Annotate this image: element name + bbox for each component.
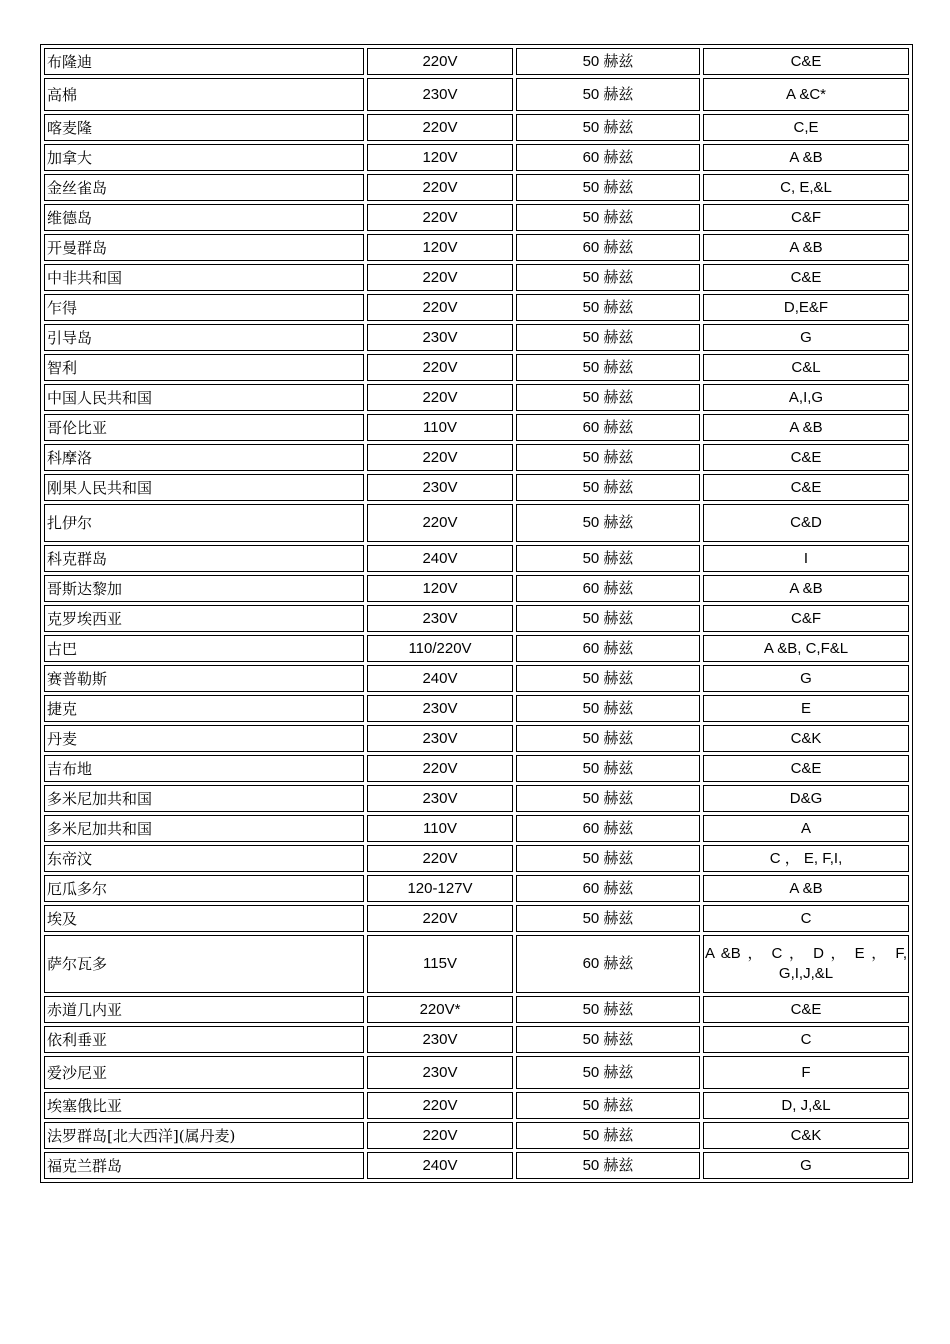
voltage-cell: 220V — [367, 114, 513, 141]
frequency-cell: 50 赫兹 — [516, 294, 700, 321]
plug-type-cell: A &C* — [703, 78, 909, 111]
country-cell: 加拿大 — [44, 144, 364, 171]
country-cell: 刚果人民共和国 — [44, 474, 364, 501]
frequency-cell: 50 赫兹 — [516, 78, 700, 111]
plug-type-cell: F — [703, 1056, 909, 1089]
plug-type-cell: C&E — [703, 474, 909, 501]
plug-type-cell: G — [703, 665, 909, 692]
country-cell: 金丝雀岛 — [44, 174, 364, 201]
frequency-cell: 50 赫兹 — [516, 845, 700, 872]
table-row — [44, 324, 909, 351]
country-cell: 哥斯达黎加 — [44, 575, 364, 602]
table-row — [44, 996, 909, 1023]
frequency-cell: 50 赫兹 — [516, 1026, 700, 1053]
plug-type-cell: C&F — [703, 605, 909, 632]
plug-type-cell: D,E&F — [703, 294, 909, 321]
country-cell: 中非共和国 — [44, 264, 364, 291]
voltage-cell: 230V — [367, 78, 513, 111]
table-row — [44, 755, 909, 782]
country-cell: 爱沙尼亚 — [44, 1056, 364, 1089]
voltage-cell: 220V — [367, 504, 513, 542]
table-row — [44, 815, 909, 842]
country-cell: 维德岛 — [44, 204, 364, 231]
voltage-cell: 220V — [367, 204, 513, 231]
voltage-cell: 120V — [367, 575, 513, 602]
table-row — [44, 785, 909, 812]
plug-type-cell: C ， E, F,I, — [703, 845, 909, 872]
plug-type-cell: A &B, C,F&L — [703, 635, 909, 662]
table-row — [44, 635, 909, 662]
frequency-cell: 50 赫兹 — [516, 48, 700, 75]
plug-type-cell: D, J,&L — [703, 1092, 909, 1119]
table-row — [44, 48, 909, 75]
country-cell: 引导岛 — [44, 324, 364, 351]
voltage-cell: 120V — [367, 144, 513, 171]
table-row — [44, 474, 909, 501]
plug-type-cell: I — [703, 545, 909, 572]
country-cell: 厄瓜多尔 — [44, 875, 364, 902]
country-cell: 依利垂亚 — [44, 1026, 364, 1053]
plug-type-cell: C&E — [703, 48, 909, 75]
voltage-cell: 110/220V — [367, 635, 513, 662]
table-row — [44, 114, 909, 141]
country-cell: 赤道几内亚 — [44, 996, 364, 1023]
voltage-cell: 220V* — [367, 996, 513, 1023]
voltage-cell: 220V — [367, 354, 513, 381]
table-row — [44, 575, 909, 602]
voltage-cell: 220V — [367, 384, 513, 411]
frequency-cell: 50 赫兹 — [516, 444, 700, 471]
table-row — [44, 905, 909, 932]
voltage-cell: 230V — [367, 725, 513, 752]
frequency-cell: 60 赫兹 — [516, 935, 700, 993]
country-cell: 东帝汶 — [44, 845, 364, 872]
plug-type-cell: D&G — [703, 785, 909, 812]
country-cell: 吉布地 — [44, 755, 364, 782]
country-cell: 科摩洛 — [44, 444, 364, 471]
frequency-cell: 50 赫兹 — [516, 905, 700, 932]
table-row — [44, 444, 909, 471]
frequency-cell: 50 赫兹 — [516, 114, 700, 141]
frequency-cell: 50 赫兹 — [516, 354, 700, 381]
voltage-cell: 220V — [367, 294, 513, 321]
plug-type-cell: C&L — [703, 354, 909, 381]
country-cell: 哥伦比亚 — [44, 414, 364, 441]
plug-type-cell: C — [703, 905, 909, 932]
voltage-cell: 230V — [367, 324, 513, 351]
plug-type-cell: A,I,G — [703, 384, 909, 411]
country-cell: 高棉 — [44, 78, 364, 111]
table-row — [44, 935, 909, 993]
voltage-cell: 120-127V — [367, 875, 513, 902]
frequency-cell: 50 赫兹 — [516, 665, 700, 692]
plug-type-cell: A — [703, 815, 909, 842]
frequency-cell: 60 赫兹 — [516, 875, 700, 902]
table-row — [44, 875, 909, 902]
voltage-cell: 230V — [367, 695, 513, 722]
plug-type-cell: G — [703, 1152, 909, 1179]
country-cell: 开曼群岛 — [44, 234, 364, 261]
plug-type-cell: A &B ， C ， D ， E ， F, G,I,J,&L — [703, 935, 909, 993]
table-row — [44, 1056, 909, 1089]
plug-type-cell: C&K — [703, 725, 909, 752]
country-cell: 丹麦 — [44, 725, 364, 752]
frequency-cell: 50 赫兹 — [516, 755, 700, 782]
frequency-cell: 60 赫兹 — [516, 635, 700, 662]
frequency-cell: 60 赫兹 — [516, 575, 700, 602]
country-cell: 科克群岛 — [44, 545, 364, 572]
plug-type-cell: C&E — [703, 996, 909, 1023]
plug-type-cell: A &B — [703, 144, 909, 171]
voltage-cell: 230V — [367, 785, 513, 812]
plug-type-cell: A &B — [703, 875, 909, 902]
table-row — [44, 665, 909, 692]
frequency-cell: 50 赫兹 — [516, 174, 700, 201]
country-cell: 埃及 — [44, 905, 364, 932]
plug-type-cell: E — [703, 695, 909, 722]
table-row — [44, 354, 909, 381]
voltage-cell: 220V — [367, 1122, 513, 1149]
voltage-frequency-table — [40, 44, 913, 1183]
country-cell: 智利 — [44, 354, 364, 381]
table-row — [44, 845, 909, 872]
voltage-cell: 220V — [367, 174, 513, 201]
frequency-cell: 50 赫兹 — [516, 785, 700, 812]
frequency-cell: 50 赫兹 — [516, 384, 700, 411]
frequency-cell: 50 赫兹 — [516, 695, 700, 722]
voltage-cell: 230V — [367, 605, 513, 632]
frequency-cell: 50 赫兹 — [516, 504, 700, 542]
country-cell: 福克兰群岛 — [44, 1152, 364, 1179]
voltage-cell: 110V — [367, 414, 513, 441]
table-row — [44, 605, 909, 632]
table-row — [44, 264, 909, 291]
country-cell: 喀麦隆 — [44, 114, 364, 141]
frequency-cell: 50 赫兹 — [516, 474, 700, 501]
country-cell: 多米尼加共和国 — [44, 815, 364, 842]
frequency-cell: 50 赫兹 — [516, 1092, 700, 1119]
voltage-cell: 240V — [367, 665, 513, 692]
frequency-cell: 60 赫兹 — [516, 414, 700, 441]
table-row — [44, 204, 909, 231]
voltage-cell: 120V — [367, 234, 513, 261]
voltage-cell: 230V — [367, 1026, 513, 1053]
voltage-cell: 220V — [367, 755, 513, 782]
frequency-cell: 50 赫兹 — [516, 1152, 700, 1179]
table-row — [44, 695, 909, 722]
table-row — [44, 414, 909, 441]
table-row — [44, 1092, 909, 1119]
voltage-cell: 110V — [367, 815, 513, 842]
table-row — [44, 234, 909, 261]
country-cell: 捷克 — [44, 695, 364, 722]
country-cell: 法罗群岛[北大西洋](属丹麦) — [44, 1122, 364, 1149]
table-row — [44, 1152, 909, 1179]
voltage-cell: 220V — [367, 845, 513, 872]
country-cell: 乍得 — [44, 294, 364, 321]
frequency-cell: 50 赫兹 — [516, 725, 700, 752]
voltage-cell: 240V — [367, 545, 513, 572]
country-cell: 萨尔瓦多 — [44, 935, 364, 993]
table-row — [44, 384, 909, 411]
table-row — [44, 294, 909, 321]
plug-type-cell: C, E,&L — [703, 174, 909, 201]
plug-type-cell: C&E — [703, 755, 909, 782]
plug-type-cell: A &B — [703, 575, 909, 602]
table-row — [44, 144, 909, 171]
voltage-cell: 220V — [367, 444, 513, 471]
frequency-cell: 60 赫兹 — [516, 815, 700, 842]
voltage-cell: 220V — [367, 264, 513, 291]
plug-type-cell: C&F — [703, 204, 909, 231]
plug-type-cell: C — [703, 1026, 909, 1053]
country-cell: 古巴 — [44, 635, 364, 662]
country-cell: 中国人民共和国 — [44, 384, 364, 411]
country-cell: 扎伊尔 — [44, 504, 364, 542]
document-page — [40, 44, 911, 1183]
country-cell: 克罗埃西亚 — [44, 605, 364, 632]
table-row — [44, 78, 909, 111]
frequency-cell: 50 赫兹 — [516, 204, 700, 231]
table-row — [44, 1122, 909, 1149]
plug-type-cell: C&E — [703, 264, 909, 291]
table-body — [44, 48, 909, 1179]
plug-type-cell: C,E — [703, 114, 909, 141]
frequency-cell: 60 赫兹 — [516, 144, 700, 171]
frequency-cell: 60 赫兹 — [516, 234, 700, 261]
table-row — [44, 504, 909, 542]
voltage-cell: 230V — [367, 474, 513, 501]
table-row — [44, 1026, 909, 1053]
table-row — [44, 174, 909, 201]
country-cell: 多米尼加共和国 — [44, 785, 364, 812]
table-row — [44, 725, 909, 752]
country-cell: 赛普勒斯 — [44, 665, 364, 692]
plug-type-cell: G — [703, 324, 909, 351]
country-cell: 布隆迪 — [44, 48, 364, 75]
table-row — [44, 545, 909, 572]
frequency-cell: 50 赫兹 — [516, 1122, 700, 1149]
voltage-cell: 115V — [367, 935, 513, 993]
country-cell: 埃塞俄比亚 — [44, 1092, 364, 1119]
plug-type-cell: C&K — [703, 1122, 909, 1149]
voltage-cell: 220V — [367, 905, 513, 932]
plug-type-cell: A &B — [703, 234, 909, 261]
plug-type-cell: A &B — [703, 414, 909, 441]
voltage-cell: 220V — [367, 48, 513, 75]
frequency-cell: 50 赫兹 — [516, 605, 700, 632]
frequency-cell: 50 赫兹 — [516, 324, 700, 351]
plug-type-cell: C&D — [703, 504, 909, 542]
voltage-cell: 240V — [367, 1152, 513, 1179]
frequency-cell: 50 赫兹 — [516, 545, 700, 572]
frequency-cell: 50 赫兹 — [516, 1056, 700, 1089]
plug-type-cell: C&E — [703, 444, 909, 471]
frequency-cell: 50 赫兹 — [516, 264, 700, 291]
voltage-cell: 220V — [367, 1092, 513, 1119]
frequency-cell: 50 赫兹 — [516, 996, 700, 1023]
voltage-cell: 230V — [367, 1056, 513, 1089]
